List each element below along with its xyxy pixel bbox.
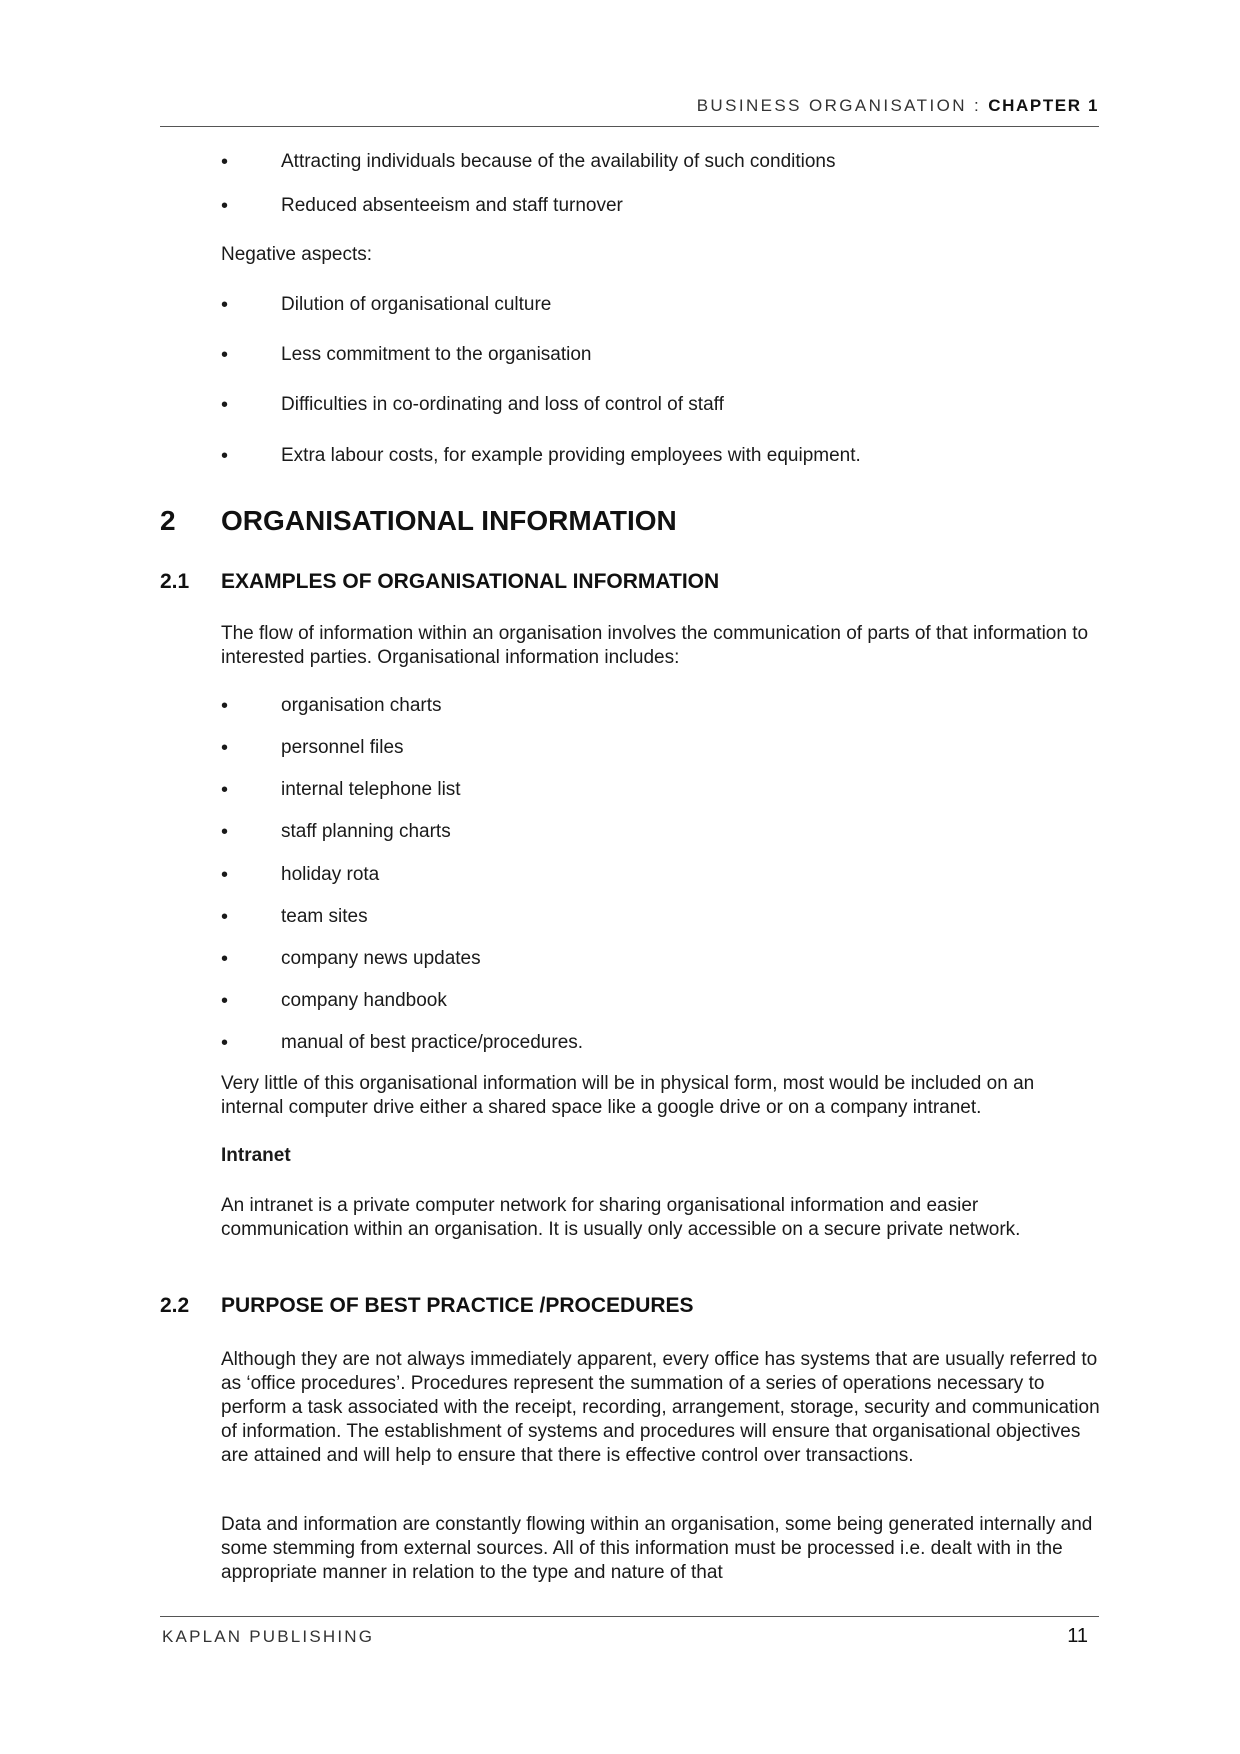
paragraph: An intranet is a private computer network for sharing organisational information and easier communication within an organisation. It is usually only accessible on a secure private network. — [221, 1195, 1021, 1240]
bullet-icon: • — [221, 695, 229, 717]
document-page: BUSINESS ORGANISATION : CHAPTER 1 • Attracting individuals because of the availability of such conditions • Reduced absenteeism and staff turnover Negative aspects: • Dilution of organisational culture • Less commitment to the organisation • Difficulties in co-ordinating and loss of control of staff • Extra labour costs, for example providing employees with equipment. 2 ORGANISATIONAL INFORMATION 2.1 EXAMPLES OF ORGANISATIONAL INFORMATION The flow of information within an organisation involves the communication of parts of that information to interested parties. Organisational information includes: • organisation charts • personnel files • internal telephone list • staff planning charts • holiday rota • team sites • company news updates • company handbook • manual of best practice/procedures. Very little of this organisational information will be in physical form, most would be included on an internal computer drive either a shared space like a google drive or on a company intranet. Intranet An intranet is a private computer network for sharing organisational information and easier communication within an organisation. It is usually only accessible on a secure private network. 2.2 PURPOSE OF BEST PRACTICE /PROCEDURES Although they are not always immediately apparent, every office has systems that are usually referred to as ‘office procedures’. Procedures represent the summation of a series of operations necessary to perform a task associated with the receipt, recording, arrangement, storage, security and communication of information. The establishment of systems and procedures will ensure that organisational objectives are attained and will help to ensure that there is effective control over transactions. Data and information are constantly flowing within an organisation, some being generated internally and some stemming from external sources. All of this information must be processed i.e. dealt with in the appropriate manner in relation to the type and nature of that KAPLAN PUBLISHING 11 — [160, 96, 1100, 1647]
intranet-heading: Intranet — [221, 1145, 291, 1166]
bullet-icon: • — [221, 906, 229, 928]
running-header — [160, 96, 1099, 116]
bullet-icon: • — [221, 990, 229, 1012]
header-chapter: CHAPTER 1 — [988, 96, 1099, 115]
header-rule — [160, 126, 1099, 127]
bullet-icon: • — [221, 821, 229, 843]
footer-rule — [160, 1616, 1099, 1617]
bullet-icon: • — [221, 779, 229, 801]
bullet-icon: • — [221, 195, 229, 217]
paragraph: Data and information are constantly flowing within an organisation, some being generated internally and some stemming from external sources. All of this information must be processed i.e. dealt with in the appropriate manner in relation to the type and nature of that — [221, 1514, 1093, 1583]
bullet-icon: • — [221, 948, 229, 970]
page-number: 11 — [1067, 1625, 1088, 1647]
bullet-icon: • — [221, 294, 229, 316]
footer-publisher: KAPLAN PUBLISHING — [162, 1627, 375, 1646]
bullet-icon: • — [221, 344, 229, 366]
bullet-icon: • — [221, 864, 229, 886]
paragraph: Very little of this organisational information will be in physical form, most would be included on an internal computer drive either a shared space like a google drive or on a company intranet. — [221, 1073, 1035, 1118]
negative-aspects-label: Negative aspects: — [221, 244, 373, 265]
paragraph: Although they are not always immediately apparent, every office has systems that are usually referred to as ‘office procedures’. Procedures represent the summation of a series of operations necessary to perform a task associated with the receipt, recording, arrangement, storage, security and communication of information. The establishment of systems and procedures will ensure that organisational objectives are attained and will help to ensure that there is effective control over transactions. — [221, 1349, 1100, 1466]
bullet-icon: • — [221, 1032, 229, 1054]
bullet-icon: • — [221, 394, 229, 416]
bullet-icon: • — [221, 737, 229, 759]
bullet-icon: • — [221, 445, 229, 467]
bullet-icon: • — [221, 151, 229, 173]
header-book-title: BUSINESS ORGANISATION : — [696, 96, 989, 115]
paragraph: The flow of information within an organisation involves the communication of parts of that information to interested parties. Organisational information includes: — [221, 623, 1089, 668]
